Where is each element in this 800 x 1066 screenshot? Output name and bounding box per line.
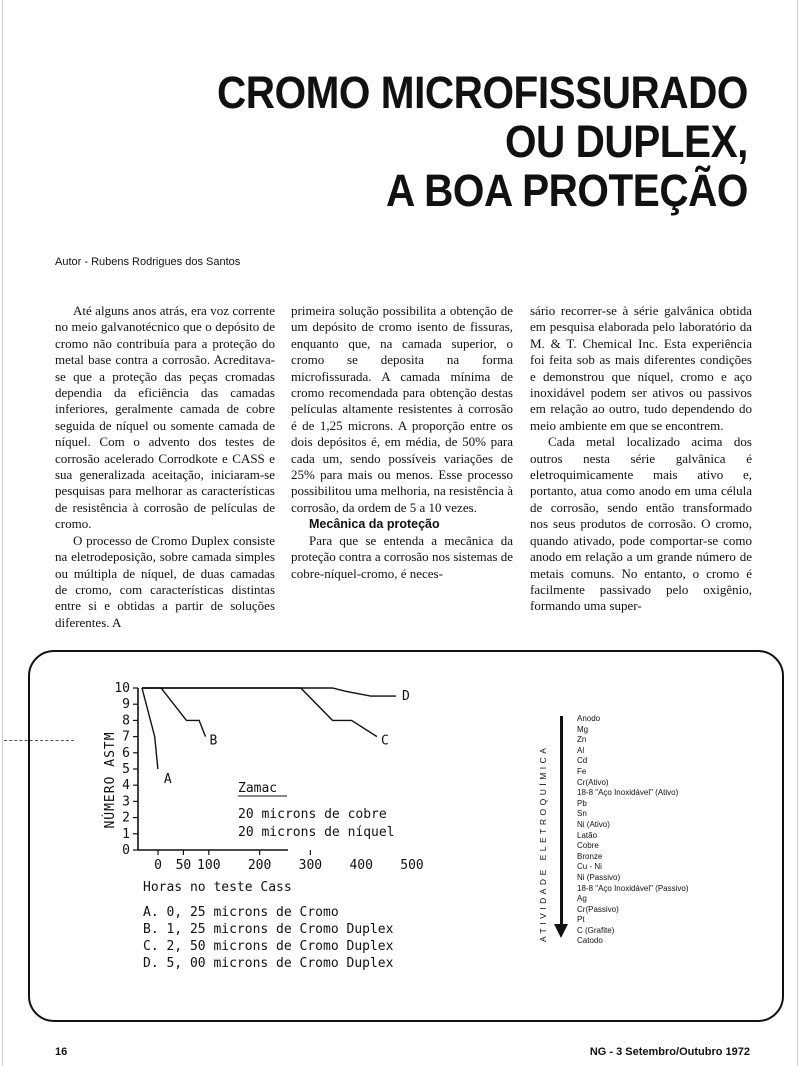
x-tick-label: 200 (247, 858, 272, 873)
series-label-b: B (209, 733, 218, 749)
galvanic-series-item: Catodo (577, 936, 603, 946)
chart-legend (143, 904, 393, 972)
x-tick-label: 500 (400, 858, 424, 873)
y-tick-label: 5 (122, 762, 130, 777)
x-tick-label: 300 (298, 858, 323, 873)
series-label-a: A (163, 772, 172, 787)
galvanic-axis-label: ATIVIDADE ELETROQUÍMICA (538, 744, 548, 942)
activity-arrow-shaft (560, 716, 563, 926)
activity-arrow-head (554, 924, 568, 938)
column3-paragraph-1: sário recorrer-se à série galvânica obtida em pesquisa elaborada pelo laboratório da M. & T. Chemical Inc. Esta experiência foi feita sob as mais diferentes condições e demonstrou que níquel, cromo e aço inoxidável podem ser ativos ou passivos em relação ao outro, tudo dependendo do meio ambiente em que se encontrem. (530, 303, 752, 433)
galvanic-series-item: Fe (577, 766, 587, 776)
x-tick-label: 0 (154, 858, 162, 873)
column1-paragraph-1: Até alguns anos atrás, era voz corrente no meio galvanotécnico que o depósito de cromo não contribuía para a proteção do metal base contra a corrosão. Acreditava-se que a proteção das peças cromadas dependia da eficiência das camadas inferiores, geralmente camada de cobre seguida de níquel ou somente camada de níquel. Com o advento dos testes de corrosão acelerado Corrodkote e CASS e sua generalizada aceitação, iniciaram-se pesquisas para melhorar as características de resistência à corrosão de películas de cromo. (55, 303, 275, 532)
column2-paragraph-1: primeira solução possibilita a obtenção de um depósito de cromo isento de fissuras, enquanto que, na camada superior, o cromo se deposita na forma microfissurada. A camada mínima de cromo recomendada para obtenção destas películas altamente resistentes à corrosão é de 1,25 microns. A proporção entre os dois depósitos é, em média, de 50% para cada um, sendo possíveis variações de 25% para mais ou menos. Esse processo possibilitou uma melhoria, na resistência à corrosão, da ordem de 5 a 10 vezes. (291, 303, 513, 515)
page-edge-left (2, 0, 3, 1066)
text-column-3 (530, 303, 752, 615)
title-line-3: A BOA PROTEÇÃO (386, 165, 748, 216)
x-tick-label: 50 (175, 858, 192, 873)
author-line: Autor - Rubens Rodrigues dos Santos (55, 256, 241, 268)
galvanic-series-item: Ni (Passivo) (577, 872, 621, 882)
column2-paragraph-2: Para que se entenda a mecânica da proteção contra a corrosão nos sistemas de cobre-níquel-cromo, é neces- (291, 532, 513, 581)
galvanic-series-item: Anodo (577, 714, 601, 723)
series-line-b (142, 688, 206, 737)
annotation-line-2: 20 microns de níquel (238, 825, 395, 840)
x-axis-title: Horas no teste Cass (143, 880, 292, 895)
series-label-d: D (402, 689, 410, 705)
galvanic-series-item: Cobre (577, 841, 599, 851)
galvanic-series-item: Ag (577, 894, 587, 904)
legend-item-c: C. 2, 50 microns de Cromo Duplex (143, 939, 394, 954)
series-line-a (142, 688, 158, 769)
galvanic-series-item: Bronze (577, 851, 603, 861)
galvanic-series-item: Al (577, 745, 585, 755)
title-line-2: OU DUPLEX, (504, 116, 748, 167)
annotation-title: Zamac (238, 781, 278, 796)
page-edge-right (797, 0, 798, 1066)
y-tick-label: 6 (122, 745, 130, 761)
annotation-line-1: 20 microns de cobre (238, 807, 387, 822)
galvanic-series-item: Zn (577, 735, 587, 745)
series-line-d (142, 688, 396, 696)
series-line-c (142, 688, 377, 737)
corrosion-chart (92, 664, 482, 882)
text-column-1 (55, 303, 275, 631)
y-tick-label: 2 (122, 810, 130, 826)
article-title (217, 68, 748, 215)
galvanic-series-item: C (Grafite) (577, 925, 615, 935)
galvanic-series-item: Sn (577, 809, 587, 819)
title-line-1: CROMO MICROFISSURADO (217, 67, 748, 118)
legend-item-b: B. 1, 25 microns de Cromo Duplex (143, 922, 394, 937)
legend-item-d: D. 5, 00 microns de Cromo Duplex (143, 956, 394, 971)
y-tick-label: 9 (122, 697, 130, 713)
series-label-c: C (380, 733, 389, 749)
galvanic-series-item: Latão (577, 830, 598, 840)
y-tick-label: 10 (114, 681, 130, 696)
y-tick-label: 4 (122, 778, 130, 794)
galvanic-series-item: Cd (577, 756, 588, 766)
galvanic-series-item: Cr(Passivo) (577, 904, 619, 914)
section-subheading: Mecânica da proteção (309, 517, 440, 532)
galvanic-series-item: 18-8 "Aço Inoxidável" (Passivo) (577, 883, 689, 893)
y-tick-label: 1 (122, 826, 130, 842)
y-tick-label: 8 (122, 713, 130, 729)
text-column-2 (291, 303, 513, 582)
galvanic-series-item: Cu - Ni (577, 862, 602, 872)
galvanic-series-item: Cr(Ativo) (577, 777, 609, 787)
x-tick-label: 400 (349, 858, 373, 873)
galvanic-series-item: Ni (Ativo) (577, 819, 610, 829)
y-tick-label: 7 (122, 729, 130, 745)
page-number: 16 (55, 1046, 68, 1058)
y-tick-label: 3 (122, 794, 130, 810)
column3-paragraph-2: Cada metal localizado acima dos outros nesta série galvânica é eletroquimicamente mais ativo e, portanto, atua como anodo em uma célula de corrosão, sendo então transformado nos seus produtos de corrosão. O cromo, quando ativado, pode comportar-se como anodo em relação a um grande número de metais comuns. No entanto, o cromo é facilmente passivado pelo oxigênio, formando uma super- (530, 434, 752, 614)
galvanic-series-item: Pt (577, 915, 585, 925)
issue-info: NG - 3 Setembro/Outubro 1972 (589, 1046, 750, 1058)
galvanic-series-item: Pb (577, 798, 587, 808)
galvanic-series-item: Mg (577, 724, 589, 734)
galvanic-series-item: 18-8 "Aço Inoxidável" (Ativo) (577, 788, 679, 798)
column1-paragraph-2: O processo de Cromo Duplex consiste na eletrodeposição, sobre camada simples ou múltipla de níquel, de duas camadas de cromo, com características distintas entre si e obtidas a partir de soluções diferentes. A (55, 532, 275, 630)
y-tick-label: 0 (122, 843, 130, 858)
x-tick-label: 100 (197, 858, 221, 873)
legend-item-a: A. 0, 25 microns de Cromo (143, 905, 339, 920)
galvanic-series-list (577, 714, 689, 947)
y-axis-title: NÚMERO ASTM (103, 731, 118, 829)
